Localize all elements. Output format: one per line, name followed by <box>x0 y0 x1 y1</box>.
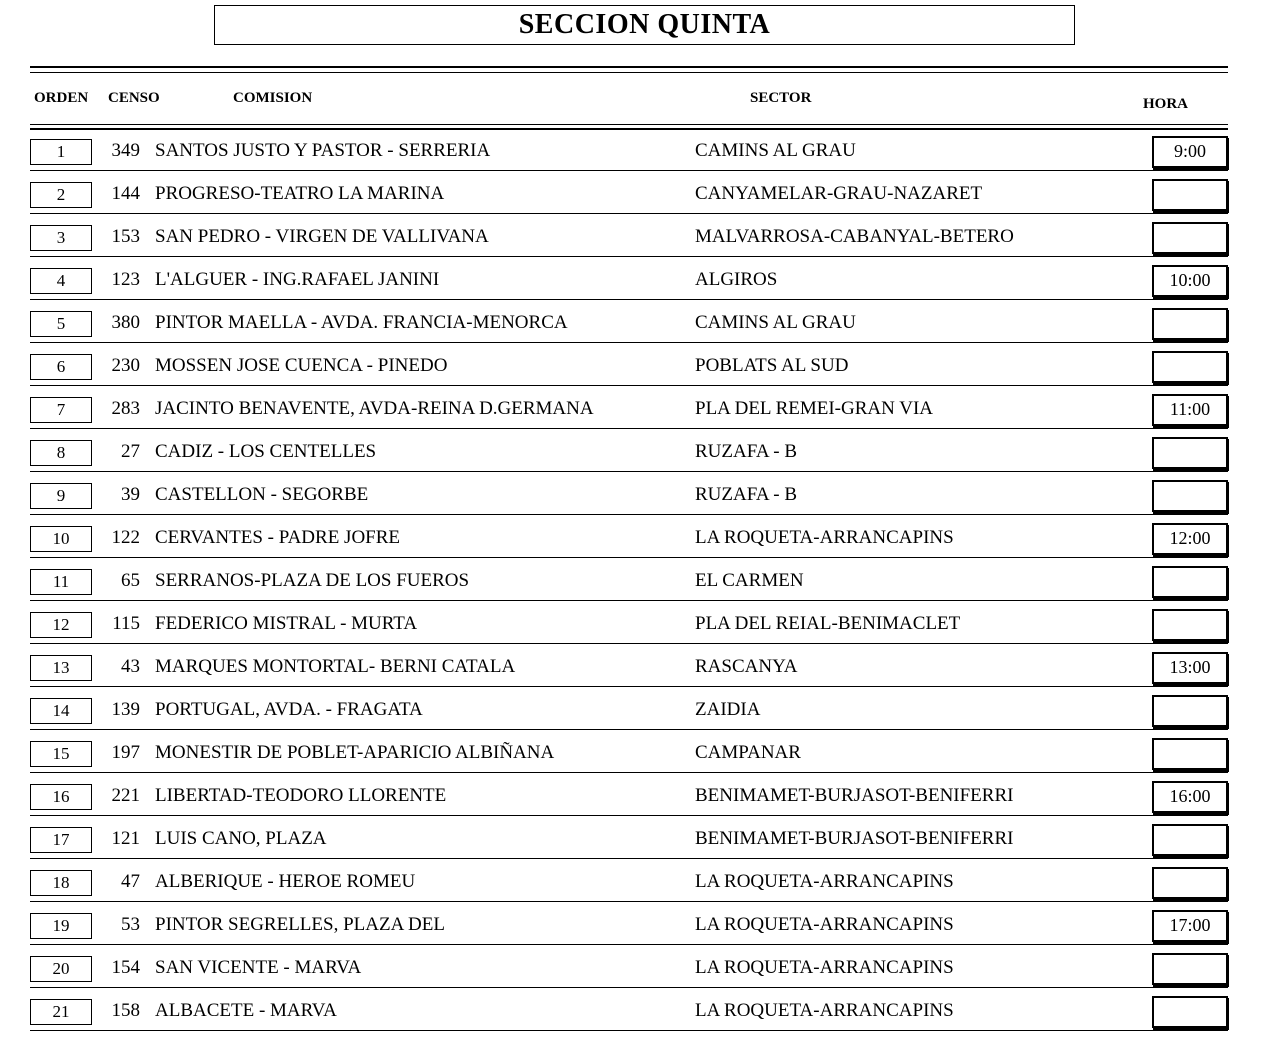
censo-cell: 115 <box>112 613 140 634</box>
header-sector: SECTOR <box>750 90 812 106</box>
censo-cell: 349 <box>111 140 140 161</box>
censo-cell: 153 <box>111 226 140 247</box>
orden-cell: 19 <box>30 913 92 939</box>
table-row <box>30 686 1228 730</box>
comision-cell: MONESTIR DE POBLET-APARICIO ALBIÑANA <box>155 742 555 763</box>
title-box <box>214 5 1075 45</box>
orden-cell: 2 <box>30 182 92 208</box>
table-row <box>30 987 1228 1031</box>
table-row <box>30 127 1228 171</box>
hora-cell <box>1152 351 1228 383</box>
hora-cell <box>1152 738 1228 770</box>
censo-cell: 230 <box>111 355 140 376</box>
comision-cell: CASTELLON - SEGORBE <box>155 484 369 505</box>
orden-cell: 11 <box>30 569 92 595</box>
header-top-rule-thin <box>30 72 1228 73</box>
sector-cell: PLA DEL REIAL-BENIMACLET <box>695 613 961 634</box>
orden-cell: 3 <box>30 225 92 251</box>
sector-cell: BENIMAMET-BURJASOT-BENIFERRI <box>695 828 1014 849</box>
sector-cell: LA ROQUETA-ARRANCAPINS <box>695 527 954 548</box>
censo-cell: 121 <box>111 828 140 849</box>
table-row <box>30 385 1228 429</box>
comision-cell: MARQUES MONTORTAL- BERNI CATALA <box>155 656 516 677</box>
table-row <box>30 772 1228 816</box>
censo-cell: 144 <box>111 183 140 204</box>
orden-cell: 9 <box>30 483 92 509</box>
censo-cell: 65 <box>121 570 140 591</box>
comision-cell: PINTOR MAELLA - AVDA. FRANCIA-MENORCA <box>155 312 568 333</box>
orden-cell: 12 <box>30 612 92 638</box>
page-title: SECCION QUINTA <box>518 9 771 40</box>
orden-cell: 15 <box>30 741 92 767</box>
censo-cell: 221 <box>111 785 140 806</box>
censo-cell: 380 <box>111 312 140 333</box>
hora-cell: 9:00 <box>1152 136 1228 168</box>
censo-cell: 158 <box>111 1000 140 1021</box>
sector-cell: RASCANYA <box>695 656 798 677</box>
comision-cell: PINTOR SEGRELLES, PLAZA DEL <box>155 914 445 935</box>
orden-cell: 18 <box>30 870 92 896</box>
hora-cell <box>1152 566 1228 598</box>
sector-cell: CAMPANAR <box>695 742 801 763</box>
hora-cell: 10:00 <box>1152 265 1228 297</box>
sector-cell: CANYAMELAR-GRAU-NAZARET <box>695 183 983 204</box>
table-row <box>30 557 1228 601</box>
hora-cell: 11:00 <box>1152 394 1228 426</box>
censo-cell: 39 <box>121 484 140 505</box>
comision-cell: LUIS CANO, PLAZA <box>155 828 327 849</box>
censo-cell: 53 <box>121 914 140 935</box>
table-row <box>30 643 1228 687</box>
sector-cell: MALVARROSA-CABANYAL-BETERO <box>695 226 1014 247</box>
header-comision: COMISION <box>233 90 313 106</box>
comision-cell: SAN VICENTE - MARVA <box>155 957 362 978</box>
header-censo: CENSO <box>108 90 160 106</box>
orden-cell: 21 <box>30 999 92 1025</box>
comision-cell: SANTOS JUSTO Y PASTOR - SERRERIA <box>155 140 491 161</box>
orden-cell: 20 <box>30 956 92 982</box>
sector-cell: CAMINS AL GRAU <box>695 312 856 333</box>
comision-cell: CADIZ - LOS CENTELLES <box>155 441 377 462</box>
censo-cell: 283 <box>111 398 140 419</box>
table-row <box>30 944 1228 988</box>
hora-cell: 16:00 <box>1152 781 1228 813</box>
table-row <box>30 471 1228 515</box>
orden-cell: 10 <box>30 526 92 552</box>
comision-cell: PROGRESO-TEATRO LA MARINA <box>155 183 445 204</box>
censo-cell: 154 <box>111 957 140 978</box>
table-row <box>30 170 1228 214</box>
sector-cell: ALGIROS <box>695 269 778 290</box>
censo-cell: 27 <box>121 441 140 462</box>
orden-cell: 1 <box>30 139 92 165</box>
orden-cell: 14 <box>30 698 92 724</box>
table-row <box>30 600 1228 644</box>
comision-cell: SAN PEDRO - VIRGEN DE VALLIVANA <box>155 226 489 247</box>
censo-cell: 43 <box>121 656 140 677</box>
comision-cell: FEDERICO MISTRAL - MURTA <box>155 613 418 634</box>
orden-cell: 4 <box>30 268 92 294</box>
header-top-rule <box>30 66 1228 68</box>
table-row <box>30 729 1228 773</box>
hora-cell <box>1152 867 1228 899</box>
table-row <box>30 858 1228 902</box>
sector-cell: PLA DEL REMEI-GRAN VIA <box>695 398 934 419</box>
table-row <box>30 342 1228 386</box>
hora-cell <box>1152 953 1228 985</box>
orden-cell: 8 <box>30 440 92 466</box>
hora-cell: 13:00 <box>1152 652 1228 684</box>
table-row <box>30 815 1228 859</box>
comision-cell: L'ALGUER - ING.RAFAEL JANINI <box>155 269 440 290</box>
sector-cell: RUZAFA - B <box>695 441 798 462</box>
comision-cell: JACINTO BENAVENTE, AVDA-REINA D.GERMANA <box>155 398 594 419</box>
comision-cell: LIBERTAD-TEODORO LLORENTE <box>155 785 447 806</box>
hora-cell <box>1152 480 1228 512</box>
sector-cell: ZAIDIA <box>695 699 761 720</box>
orden-cell: 5 <box>30 311 92 337</box>
hora-cell <box>1152 996 1228 1028</box>
hora-cell: 17:00 <box>1152 910 1228 942</box>
hora-cell <box>1152 437 1228 469</box>
orden-cell: 17 <box>30 827 92 853</box>
table-row <box>30 299 1228 343</box>
comision-cell: PORTUGAL, AVDA. - FRAGATA <box>155 699 423 720</box>
table-row <box>30 901 1228 945</box>
comision-cell: ALBERIQUE - HEROE ROMEU <box>155 871 416 892</box>
sector-cell: LA ROQUETA-ARRANCAPINS <box>695 1000 954 1021</box>
header-bottom-rule-thin <box>30 124 1228 125</box>
sector-cell: POBLATS AL SUD <box>695 355 849 376</box>
comision-cell: ALBACETE - MARVA <box>155 1000 337 1021</box>
censo-cell: 139 <box>111 699 140 720</box>
sector-cell: LA ROQUETA-ARRANCAPINS <box>695 914 954 935</box>
sector-cell: CAMINS AL GRAU <box>695 140 856 161</box>
sector-cell: RUZAFA - B <box>695 484 798 505</box>
sector-cell: EL CARMEN <box>695 570 804 591</box>
hora-cell <box>1152 179 1228 211</box>
orden-cell: 6 <box>30 354 92 380</box>
hora-cell <box>1152 695 1228 727</box>
orden-cell: 7 <box>30 397 92 423</box>
orden-cell: 16 <box>30 784 92 810</box>
orden-cell: 13 <box>30 655 92 681</box>
table-row <box>30 213 1228 257</box>
sector-cell: LA ROQUETA-ARRANCAPINS <box>695 871 954 892</box>
sector-cell: BENIMAMET-BURJASOT-BENIFERRI <box>695 785 1014 806</box>
hora-cell <box>1152 222 1228 254</box>
hora-cell <box>1152 824 1228 856</box>
censo-cell: 122 <box>111 527 140 548</box>
header-hora: HORA <box>1143 96 1188 112</box>
comision-cell: CERVANTES - PADRE JOFRE <box>155 527 401 548</box>
hora-cell <box>1152 609 1228 641</box>
comision-cell: SERRANOS-PLAZA DE LOS FUEROS <box>155 570 470 591</box>
censo-cell: 197 <box>111 742 140 763</box>
censo-cell: 47 <box>121 871 140 892</box>
censo-cell: 123 <box>111 269 140 290</box>
comision-cell: MOSSEN JOSE CUENCA - PINEDO <box>155 355 448 376</box>
table-row <box>30 256 1228 300</box>
table-row <box>30 428 1228 472</box>
hora-cell <box>1152 308 1228 340</box>
header-orden: ORDEN <box>34 90 89 106</box>
table-row <box>30 514 1228 558</box>
sector-cell: LA ROQUETA-ARRANCAPINS <box>695 957 954 978</box>
hora-cell: 12:00 <box>1152 523 1228 555</box>
